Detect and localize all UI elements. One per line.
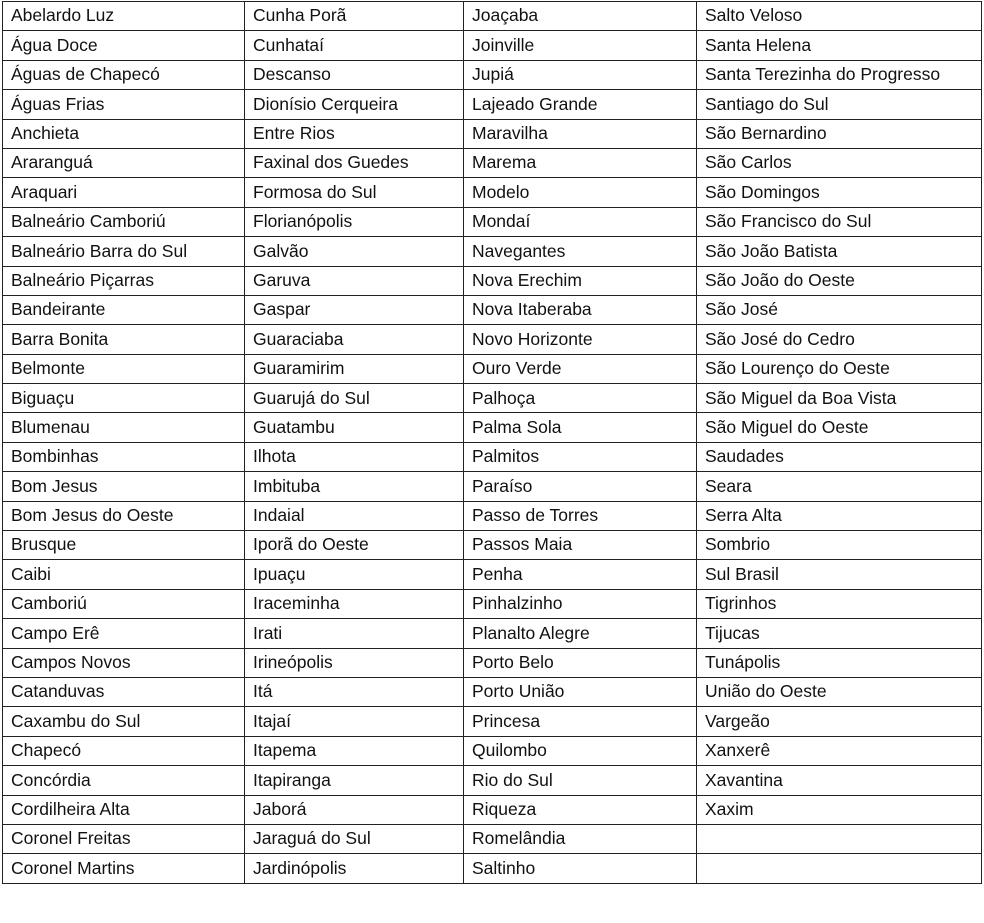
table-row — [3, 619, 982, 648]
city-cell: Abelardo Luz — [3, 2, 245, 31]
table-row — [3, 648, 982, 677]
city-cell — [697, 854, 982, 883]
table-row — [3, 531, 982, 560]
city-cell: Catanduvas — [3, 677, 245, 706]
city-cell: Sul Brasil — [697, 560, 982, 589]
city-cell: Santa Terezinha do Progresso — [697, 60, 982, 89]
city-cell: Vargeão — [697, 707, 982, 736]
city-cell: São Bernardino — [697, 119, 982, 148]
municipality-table — [2, 1, 982, 884]
table-row — [3, 707, 982, 736]
city-cell: Irati — [245, 619, 464, 648]
city-cell: Xaxim — [697, 795, 982, 824]
city-cell: Paraíso — [464, 472, 697, 501]
city-cell: Garuva — [245, 266, 464, 295]
city-cell: Salto Veloso — [697, 2, 982, 31]
city-cell: Serra Alta — [697, 501, 982, 530]
city-cell: São Francisco do Sul — [697, 207, 982, 236]
table-row — [3, 501, 982, 530]
city-cell: Marema — [464, 148, 697, 177]
city-cell: União do Oeste — [697, 677, 982, 706]
city-cell — [697, 824, 982, 853]
city-cell: Ipuaçu — [245, 560, 464, 589]
city-cell: Penha — [464, 560, 697, 589]
city-cell: Rio do Sul — [464, 766, 697, 795]
table-row — [3, 354, 982, 383]
table-row — [3, 766, 982, 795]
city-cell: Planalto Alegre — [464, 619, 697, 648]
city-cell: São João do Oeste — [697, 266, 982, 295]
city-cell: Palmitos — [464, 442, 697, 471]
city-cell: Pinhalzinho — [464, 589, 697, 618]
city-cell: Guatambu — [245, 413, 464, 442]
city-cell: Princesa — [464, 707, 697, 736]
city-cell: Irineópolis — [245, 648, 464, 677]
city-cell: Maravilha — [464, 119, 697, 148]
table-row — [3, 677, 982, 706]
table-row — [3, 266, 982, 295]
city-cell: Chapecó — [3, 736, 245, 765]
city-cell: Palma Sola — [464, 413, 697, 442]
city-cell: Araquari — [3, 178, 245, 207]
city-cell: Iporã do Oeste — [245, 531, 464, 560]
table-row — [3, 207, 982, 236]
city-cell: Lajeado Grande — [464, 90, 697, 119]
city-cell: Saltinho — [464, 854, 697, 883]
city-cell: Joinville — [464, 31, 697, 60]
city-cell: Cordilheira Alta — [3, 795, 245, 824]
table-row — [3, 178, 982, 207]
city-cell: Água Doce — [3, 31, 245, 60]
city-cell: Itajaí — [245, 707, 464, 736]
city-cell: Santiago do Sul — [697, 90, 982, 119]
city-cell: Ilhota — [245, 442, 464, 471]
city-cell: Coronel Martins — [3, 854, 245, 883]
city-cell: São Domingos — [697, 178, 982, 207]
city-cell: Passos Maia — [464, 531, 697, 560]
table-row — [3, 60, 982, 89]
city-cell: Formosa do Sul — [245, 178, 464, 207]
city-cell: São Lourenço do Oeste — [697, 354, 982, 383]
city-cell: Belmonte — [3, 354, 245, 383]
city-cell: Campos Novos — [3, 648, 245, 677]
table-row — [3, 472, 982, 501]
city-cell: Guarujá do Sul — [245, 384, 464, 413]
table-row — [3, 736, 982, 765]
city-cell: Imbituba — [245, 472, 464, 501]
city-cell: Blumenau — [3, 413, 245, 442]
city-cell: Dionísio Cerqueira — [245, 90, 464, 119]
city-cell: Campo Erê — [3, 619, 245, 648]
city-cell: Bandeirante — [3, 295, 245, 324]
city-cell: Balneário Camboriú — [3, 207, 245, 236]
city-cell: Cunha Porã — [245, 2, 464, 31]
city-cell: Bom Jesus do Oeste — [3, 501, 245, 530]
table-row — [3, 2, 982, 31]
city-cell: São Carlos — [697, 148, 982, 177]
city-cell: Sombrio — [697, 531, 982, 560]
city-cell: Camboriú — [3, 589, 245, 618]
city-cell: Concórdia — [3, 766, 245, 795]
city-cell: Araranguá — [3, 148, 245, 177]
table-row — [3, 795, 982, 824]
city-cell: São José do Cedro — [697, 325, 982, 354]
city-cell: Guaramirim — [245, 354, 464, 383]
city-cell: Riqueza — [464, 795, 697, 824]
city-cell: São João Batista — [697, 237, 982, 266]
city-cell: Ouro Verde — [464, 354, 697, 383]
city-cell: Balneário Piçarras — [3, 266, 245, 295]
city-cell: Jaraguá do Sul — [245, 824, 464, 853]
city-cell: Itapema — [245, 736, 464, 765]
table-row — [3, 589, 982, 618]
city-cell: Caxambu do Sul — [3, 707, 245, 736]
city-cell: Tijucas — [697, 619, 982, 648]
table-row — [3, 148, 982, 177]
city-cell: Águas de Chapecó — [3, 60, 245, 89]
city-cell: Caibi — [3, 560, 245, 589]
table-row — [3, 442, 982, 471]
table-row — [3, 237, 982, 266]
table-row — [3, 824, 982, 853]
table-row — [3, 325, 982, 354]
city-cell: Tigrinhos — [697, 589, 982, 618]
table-row — [3, 854, 982, 883]
city-cell: São Miguel do Oeste — [697, 413, 982, 442]
city-cell: Xavantina — [697, 766, 982, 795]
city-cell: Faxinal dos Guedes — [245, 148, 464, 177]
city-cell: Nova Erechim — [464, 266, 697, 295]
city-cell: Tunápolis — [697, 648, 982, 677]
city-cell: Coronel Freitas — [3, 824, 245, 853]
city-cell: Romelândia — [464, 824, 697, 853]
table-row — [3, 384, 982, 413]
table-row — [3, 413, 982, 442]
city-cell: Itapiranga — [245, 766, 464, 795]
city-cell: Galvão — [245, 237, 464, 266]
city-cell: Jupiá — [464, 60, 697, 89]
city-cell: Balneário Barra do Sul — [3, 237, 245, 266]
city-cell: Joaçaba — [464, 2, 697, 31]
city-cell: Iraceminha — [245, 589, 464, 618]
city-cell: Bom Jesus — [3, 472, 245, 501]
city-cell: São Miguel da Boa Vista — [697, 384, 982, 413]
city-cell: Nova Itaberaba — [464, 295, 697, 324]
city-cell: Jardinópolis — [245, 854, 464, 883]
city-cell: Bombinhas — [3, 442, 245, 471]
city-cell: Jaborá — [245, 795, 464, 824]
table-row — [3, 90, 982, 119]
city-cell: Biguaçu — [3, 384, 245, 413]
table-row — [3, 31, 982, 60]
city-cell: Guaraciaba — [245, 325, 464, 354]
city-cell: Porto União — [464, 677, 697, 706]
city-cell: Quilombo — [464, 736, 697, 765]
table-body — [3, 2, 982, 884]
city-cell: Florianópolis — [245, 207, 464, 236]
table-row — [3, 295, 982, 324]
city-cell: Mondaí — [464, 207, 697, 236]
city-cell: Porto Belo — [464, 648, 697, 677]
table-row — [3, 119, 982, 148]
city-cell: Cunhataí — [245, 31, 464, 60]
city-cell: Passo de Torres — [464, 501, 697, 530]
city-cell: Brusque — [3, 531, 245, 560]
city-cell: Indaial — [245, 501, 464, 530]
city-cell: Anchieta — [3, 119, 245, 148]
city-cell: Entre Rios — [245, 119, 464, 148]
city-cell: Saudades — [697, 442, 982, 471]
city-cell: Gaspar — [245, 295, 464, 324]
city-cell: Águas Frias — [3, 90, 245, 119]
city-cell: Itá — [245, 677, 464, 706]
city-cell: São José — [697, 295, 982, 324]
city-cell: Novo Horizonte — [464, 325, 697, 354]
city-cell: Modelo — [464, 178, 697, 207]
city-cell: Barra Bonita — [3, 325, 245, 354]
city-cell: Seara — [697, 472, 982, 501]
table-row — [3, 560, 982, 589]
city-cell: Navegantes — [464, 237, 697, 266]
city-cell: Xanxerê — [697, 736, 982, 765]
city-cell: Santa Helena — [697, 31, 982, 60]
city-cell: Palhoça — [464, 384, 697, 413]
city-cell: Descanso — [245, 60, 464, 89]
